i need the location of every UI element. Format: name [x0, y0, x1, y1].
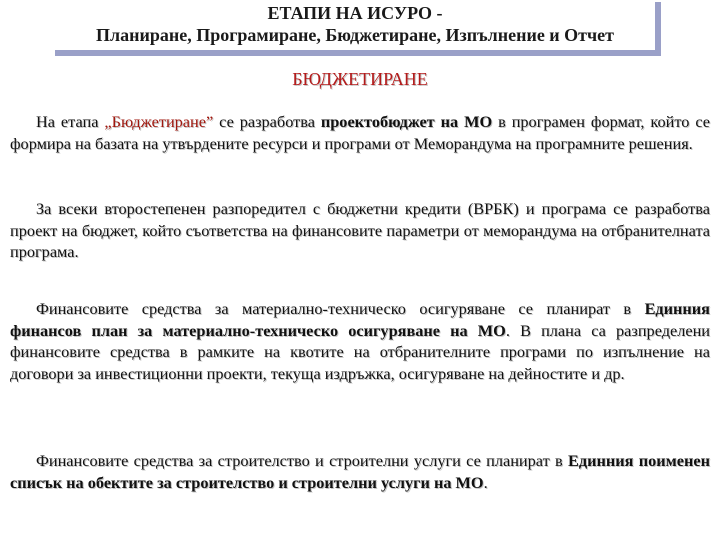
p3-bold: Единния финансов план за материално-техническо осигуряване на МО [10, 299, 710, 340]
paragraph-3 [10, 298, 710, 384]
p3-text-a: Финансовите средства за материално-техническо осигуряване се планират в [36, 299, 645, 318]
section-title: БЮДЖЕТИРАНЕ [292, 69, 428, 89]
slide-title-box [55, 2, 661, 56]
paragraph-1 [10, 111, 710, 154]
p4-text-a: Финансовите средства за строителство и строителни услуги се планират в [36, 451, 569, 470]
p4-bold: Единния поименен списък на обектите за строителство и строителни услуги на МО [10, 451, 710, 492]
title-line-2: Планиране, Програмиране, Бюджетиране, Изпълнение и Отчет [95, 25, 615, 45]
p1-text-a: На етапа [36, 112, 105, 131]
paragraph-2 [10, 198, 710, 263]
p1-quote: „Бюджетиране” [104, 112, 214, 131]
p1-text-c: в програмен формат, който се формира на базата на утвърдените ресурси и програми от Меморандума на програмните решения. [10, 112, 710, 153]
p4-text-b: . [483, 472, 488, 492]
p2-text: За всеки второстепенен разпоредител с бюджетни кредити (ВРБК) и програма се разработва проект на бюджет, който съответства на финансовите параметри от меморандума на отбранителната програма. [10, 199, 710, 261]
p1-text-b: се разработва [213, 112, 321, 131]
paragraph-4 [10, 450, 710, 493]
title-line-1: ЕТАПИ НА ИСУРО - [267, 3, 443, 23]
p1-bold: проектобюджет на МО [320, 112, 493, 131]
p3-text-b: . В плана са разпределени финансовите средства в рамките на квотите на отбранителните програми по изпълнение на договори за инвестиционни проекти, текуща издръжка, осигуряване на дейностите и др. [10, 320, 710, 383]
